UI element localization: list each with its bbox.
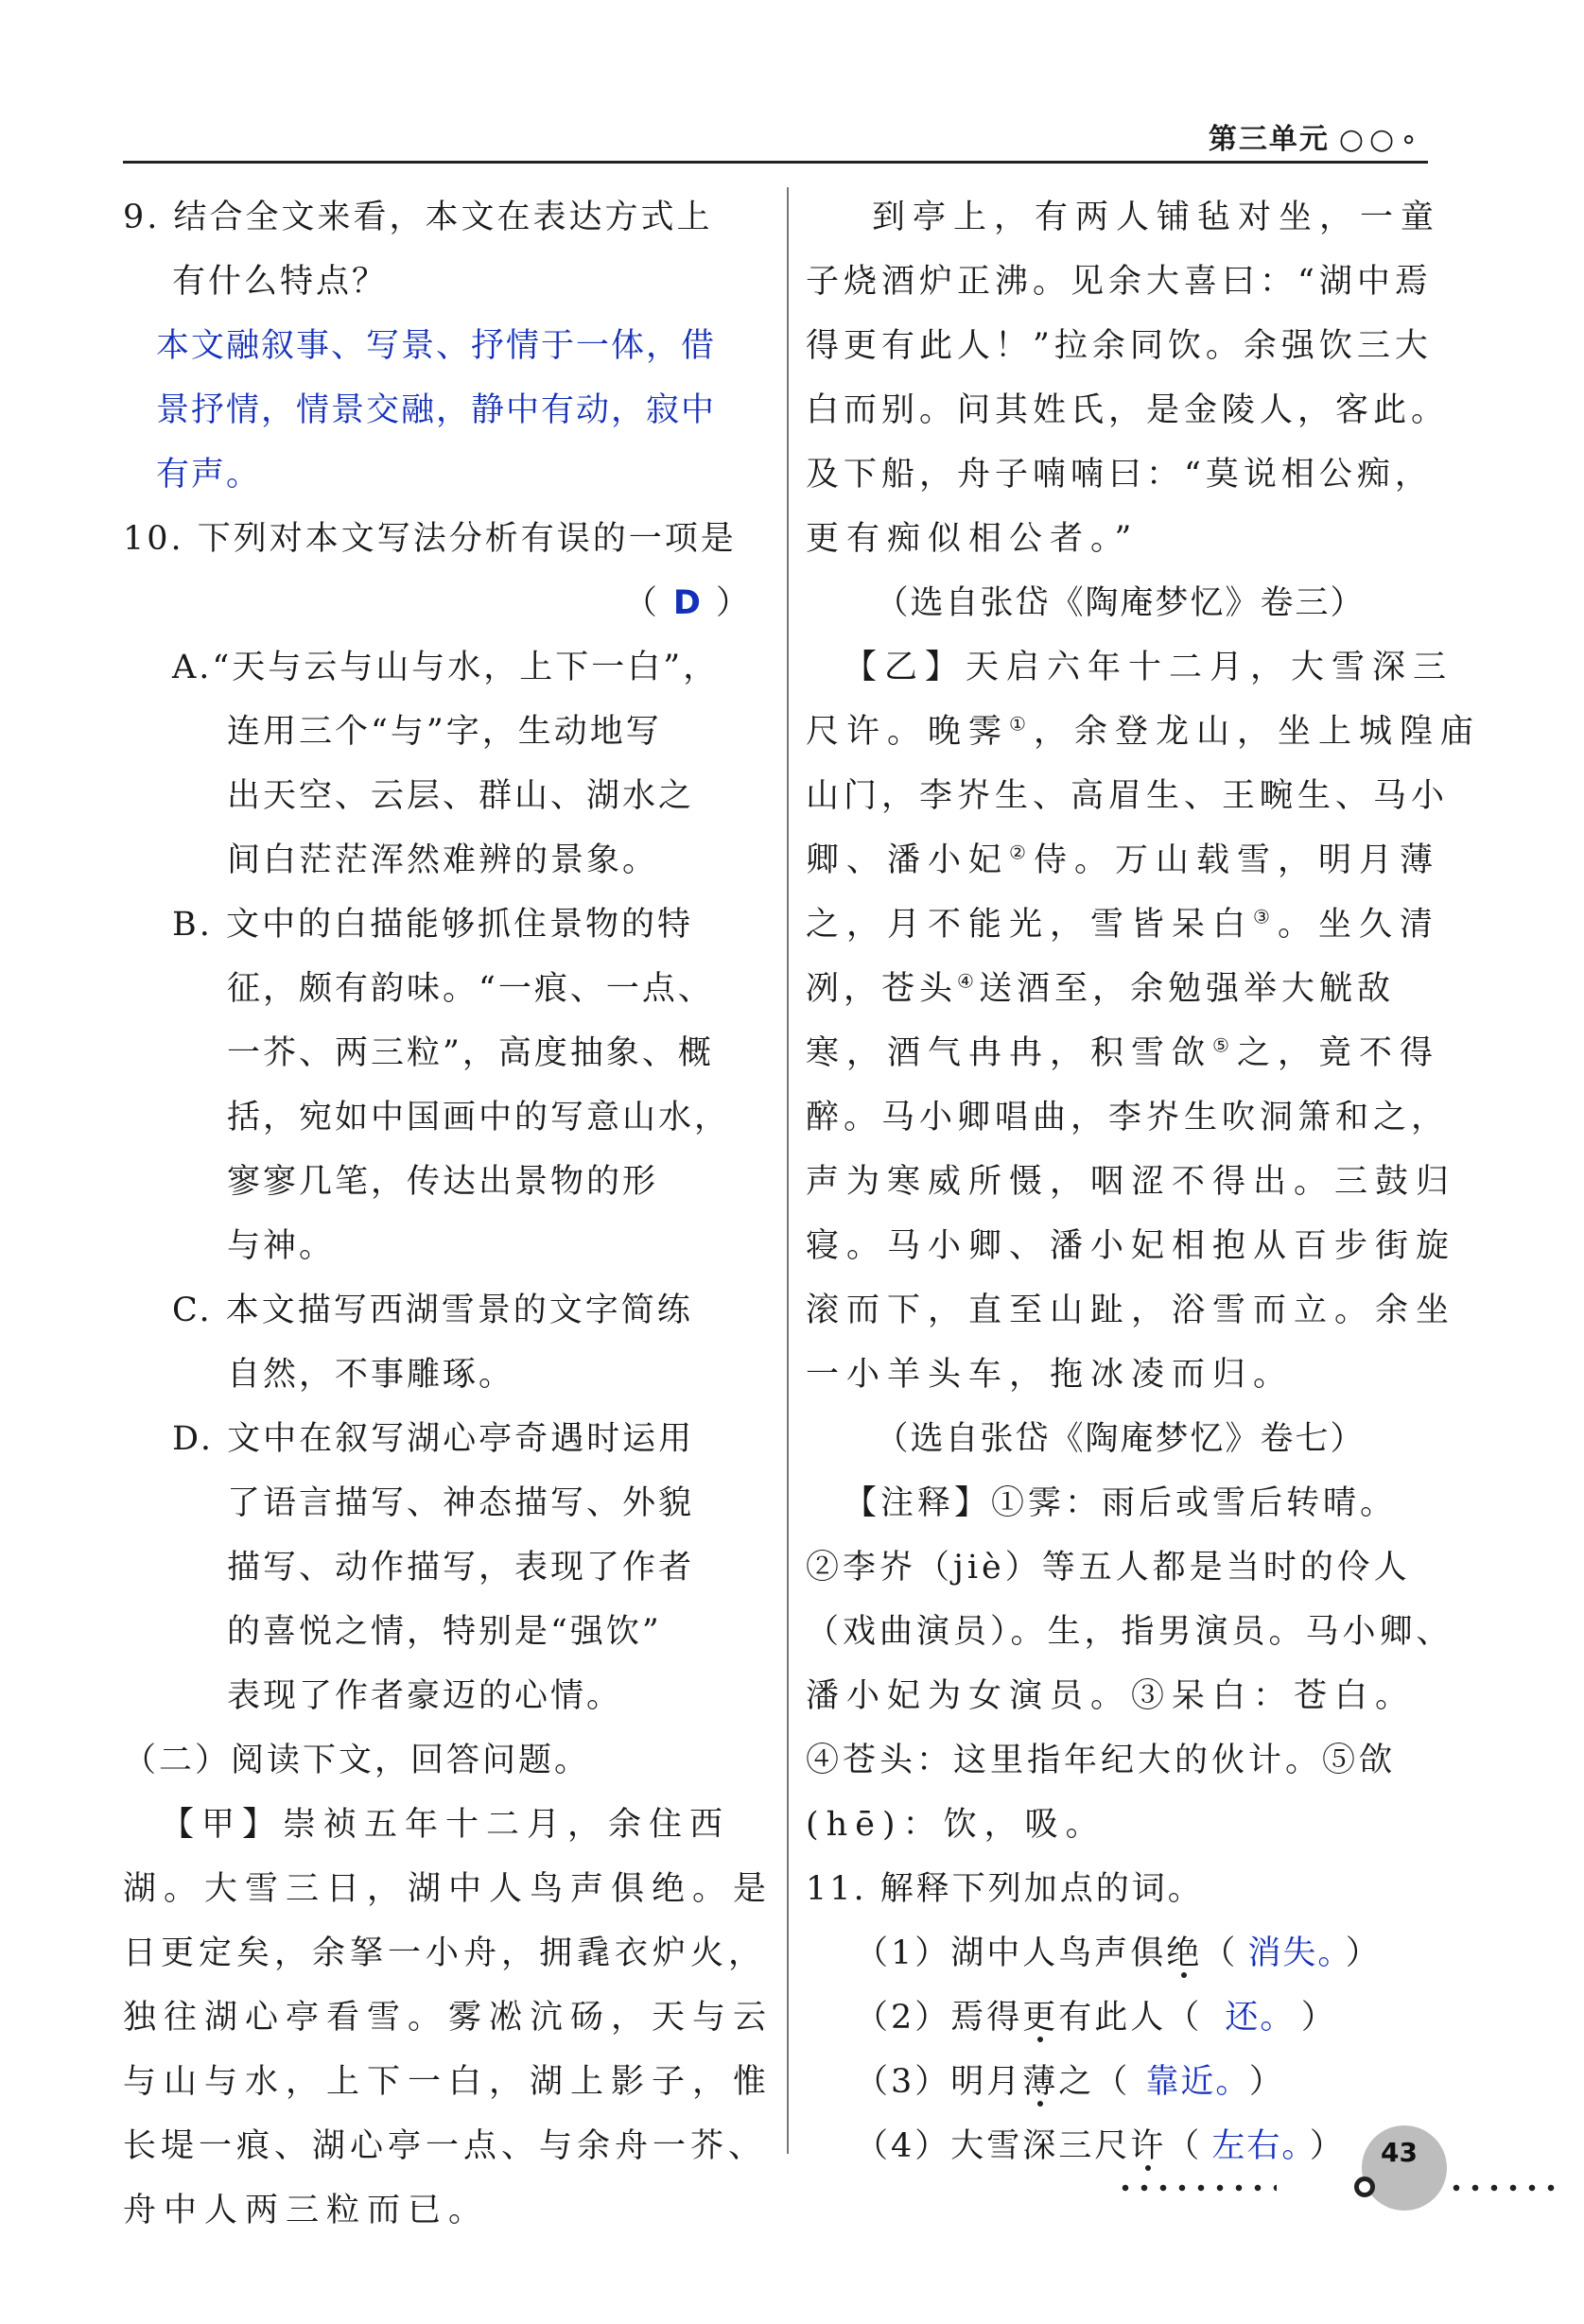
- passage-jia-line3: 日更定矣，余拏一小舟，拥毳衣炉火，: [123, 1934, 767, 1972]
- passage-jia-cont-5: 及下船，舟子喃喃曰：“莫说相公痴，: [806, 456, 1433, 494]
- passage-jia-line2: 湖。大雪三日，湖中人鸟声俱绝。是: [123, 1870, 775, 1908]
- option-c-line2: 自然，不事雕琢。: [227, 1356, 515, 1394]
- option-b-line4: 括，宛如中国画中的写意山水，: [227, 1099, 731, 1136]
- q11-1-answer: 消失。: [1247, 1934, 1336, 1972]
- q11-3-dotted-word: 薄: [1022, 2063, 1059, 2101]
- passage-yi-line12: 一小羊头车，拖冰凌而归。: [806, 1356, 1295, 1394]
- annotation-line2: ②李岕（jiè）等五人都是当时的伶人: [806, 1549, 1411, 1587]
- yi5-text-b: 。坐久清: [1277, 906, 1440, 944]
- source-note-2: （选自张岱《陶庵梦忆》卷七）: [875, 1420, 1366, 1458]
- footnote-ref-2: ②: [1009, 841, 1034, 864]
- question-10: 10. 下列对本文写法分析有误的一项是: [123, 520, 737, 558]
- question-9-cont: 有什么特点？: [172, 263, 389, 301]
- passage-yi-line11: 滚而下，直至山趾，浴雪而立。余坐: [806, 1292, 1457, 1329]
- q11-2-answer: 还。: [1225, 1999, 1279, 2037]
- yi2-text-a: 尺许。晚霁: [806, 713, 1010, 751]
- passage-jia-line5: 与山与水，上下一白，湖上影子，惟: [123, 2063, 775, 2101]
- option-b-line6: 与神。: [227, 1227, 336, 1265]
- yi4-text-a: 卿、潘小妃: [806, 841, 1010, 879]
- question-11-item2: [806, 1986, 1435, 2050]
- passage-jia-line7: 舟中人两三粒而已。: [123, 2192, 490, 2229]
- q11-2-dotted-word: 更: [1022, 1999, 1059, 2037]
- q11-3-close: ）: [1248, 2063, 1285, 2101]
- option-a-line4: 间白茫茫浑然难辨的景象。: [227, 841, 659, 879]
- annotation-line1: 【注释】①霁：雨后或雪后转晴。: [844, 1484, 1398, 1522]
- column-divider: [787, 187, 789, 2154]
- q11-1-dotted-word: 绝: [1166, 1934, 1203, 1972]
- question-9: 9. 结合全文来看，本文在表达方式上: [123, 199, 713, 236]
- ring-icon: [1354, 2177, 1375, 2197]
- footnote-ref-1: ①: [1009, 712, 1034, 736]
- passage-yi-line7: [806, 1021, 1440, 1085]
- bracket-close: ）: [715, 584, 752, 622]
- passage-yi-line5: [806, 893, 1440, 957]
- answer-9-line1: 本文融叙事、写景、抒情于一体，借: [156, 327, 717, 365]
- question-11: 11. 解释下列加点的词。: [806, 1870, 1204, 1908]
- yi7-text-b: 之，竟不得: [1236, 1034, 1440, 1072]
- answer-9-line3: 有声。: [156, 456, 262, 494]
- dotted-line-right: [1447, 2184, 1560, 2192]
- passage-jia-cont-6: 更有痴似相公者。”: [806, 520, 1140, 558]
- passage-jia-cont-1: 到亭上，有两人铺毡对坐，一童: [872, 199, 1442, 236]
- passage-jia-cont-3: 得更有此人！”拉余同饮。余强饮三大: [806, 327, 1433, 365]
- yi4-text-b: 侍。万山载雪，明月薄: [1033, 841, 1440, 879]
- option-b-line3: 一芥、两三粒”，高度抽象、概: [227, 1034, 714, 1072]
- option-a-line2: 连用三个“与”字，生动地写: [227, 713, 662, 751]
- q11-2-prompt: （2）焉得: [855, 1999, 1023, 2037]
- option-b-line2: 征，颇有韵味。“一痕、一点、: [227, 970, 714, 1008]
- footnote-ref-3: ③: [1253, 905, 1278, 928]
- passage-yi-line4: [806, 828, 1440, 893]
- right-column: [806, 185, 1481, 2178]
- yi6-text-b: 送酒至，余勉强举大觥敌: [978, 970, 1395, 1008]
- q11-4-dotted-word: 许: [1130, 2127, 1167, 2165]
- passage-yi-line9: 声为寒威所慑，咽涩不得出。三鼓归: [806, 1163, 1457, 1201]
- answer-10: D: [672, 584, 703, 622]
- yi2-text-b: ，余登龙山，坐上城隍庙: [1033, 713, 1481, 751]
- option-b-line5: 寥寥几笔，传达出景物的形: [227, 1163, 659, 1201]
- dotted-line-left: [1116, 2184, 1277, 2192]
- unit-label: [1209, 115, 1423, 157]
- answer-9-line2: 景抒情，情景交融，静中有动，寂中: [156, 391, 717, 429]
- yi6-text-a: 冽，苍头: [806, 970, 958, 1008]
- q11-1-open: （: [1202, 1934, 1239, 1972]
- footnote-ref-5: ⑤: [1212, 1033, 1237, 1057]
- answer-10-bracket: [123, 571, 771, 635]
- passage-jia-line1: 【甲】崇祯五年十二月，余住西: [161, 1806, 731, 1844]
- q11-4-answer: 左右。: [1211, 2127, 1300, 2165]
- q11-2-prompt-b: 有此人（: [1058, 1999, 1203, 2037]
- q11-2-close: ）: [1300, 1999, 1337, 2037]
- section-2-heading: （二）阅读下文，回答问题。: [123, 1742, 591, 1779]
- annotation-line3: （戏曲演员）。生，指男演员。马小卿、: [806, 1613, 1453, 1651]
- option-d-line2: 了语言描写、神态描写、外貌: [227, 1484, 695, 1522]
- passage-jia-cont-2: 子烧酒炉正沸。见余大喜曰：“湖中焉: [806, 263, 1433, 301]
- q11-1-prompt: （1）湖中人鸟声俱: [855, 1934, 1167, 1972]
- page-footer: [1116, 2118, 1560, 2231]
- option-d-line4: 的喜悦之情，特别是“强饮”: [227, 1613, 662, 1651]
- header-rule: [123, 161, 1428, 164]
- passage-yi-line3: 山门，李岕生、高眉生、王畹生、马小: [806, 777, 1450, 815]
- annotation-line6: (hē)：饮，吸。: [806, 1806, 1106, 1844]
- q11-1-close: ）: [1345, 1934, 1382, 1972]
- q11-4-close: ）: [1309, 2127, 1346, 2165]
- q11-3-answer: 靠近。: [1145, 2063, 1234, 2101]
- yi7-text-a: 寒，酒气冉冉，积雪欱: [806, 1034, 1213, 1072]
- option-c-line1: C. 本文描写西湖雪景的文字简练: [172, 1292, 693, 1329]
- yi5-text-a: 之，月不能光，雪皆呆白: [806, 906, 1254, 944]
- option-b-line1: B. 文中的白描能够抓住景物的特: [172, 906, 693, 944]
- passage-jia-line4: 独往湖心亭看雪。雾凇沆砀，天与云: [123, 1999, 775, 2037]
- option-a-line1: A.“天与云与山与水，上下一白”，: [172, 649, 720, 686]
- page-header: [123, 112, 1423, 165]
- q11-4-open: （: [1166, 2127, 1203, 2165]
- left-column: [123, 185, 775, 2243]
- header-circles: ○○∘: [1338, 123, 1423, 156]
- q11-3-prompt-b: 之（: [1058, 2063, 1131, 2101]
- question-11-item1: [806, 1921, 1435, 1986]
- passage-yi-line2: [806, 700, 1481, 764]
- passage-jia-cont-4: 白而别。问其姓氏，是金陵人，客此。: [806, 391, 1450, 429]
- annotation-line5: ④苍头：这里指年纪大的伙计。⑤欱: [806, 1742, 1397, 1779]
- source-note-1: （选自张岱《陶庵梦忆》卷三）: [875, 584, 1366, 622]
- passage-yi-line1: 【乙】天启六年十二月，大雪深三: [844, 649, 1454, 686]
- passage-yi-line10: 寝。马小卿、潘小妃相抱从百步街旋: [806, 1227, 1457, 1265]
- option-d-line5: 表现了作者豪迈的心情。: [227, 1677, 623, 1715]
- passage-yi-line8: 醉。马小卿唱曲，李岕生吹洞箫和之，: [806, 1099, 1450, 1136]
- unit-title: 第三单元: [1208, 123, 1330, 156]
- option-d-line1: D. 文中在叙写湖心亭奇遇时运用: [172, 1420, 695, 1458]
- q11-4-prompt: （4）大雪深三尺: [855, 2127, 1131, 2165]
- passage-yi-line6: [806, 957, 1435, 1021]
- option-a-line3: 出天空、云层、群山、湖水之: [227, 777, 695, 815]
- footnote-ref-4: ④: [957, 969, 979, 993]
- annotation-line4: 潘小妃为女演员。③呆白：苍白。: [806, 1677, 1417, 1715]
- question-11-item3: [806, 2050, 1435, 2114]
- q11-3-prompt: （3）明月: [855, 2063, 1023, 2101]
- passage-jia-line6: 长堤一痕、湖心亭一点、与余舟一芥、: [123, 2127, 767, 2165]
- option-d-line3: 描写、动作描写，表现了作者: [227, 1549, 695, 1587]
- page-number: 43: [1381, 2137, 1418, 2168]
- bracket-open: （: [623, 584, 660, 622]
